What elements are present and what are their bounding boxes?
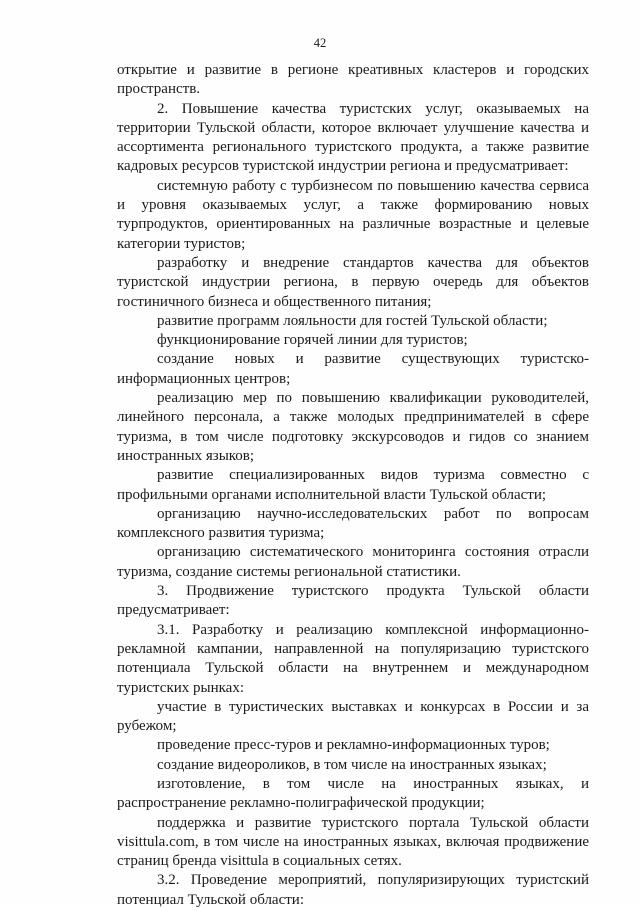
paragraph-12: 3. Продвижение туристского продукта Тульской области предусматривает: (117, 583, 589, 619)
paragraph-2: 2. Повышение качества туристских услуг, оказываемых на территории Тульской области, которое включает улучшение качества и ассортимента регионального туристского продукта, а также развитие кадровых ресурсов туристской индустрии региона и предусматривает: (117, 100, 589, 175)
paragraph-3: системную работу с турбизнесом по повышению качества сервиса и уровня оказываемых услуг, а также формированию новых турпродуктов, ориентированных на различные возрастные и целевые категории туристов; (117, 177, 589, 252)
paragraph-9: развитие специализированных видов туризма совместно с профильными органами исполнительной власти Тульской области; (117, 467, 589, 503)
paragraph-1: открытие и развитие в регионе креативных кластеров и городских пространств. (117, 62, 589, 98)
paragraph-19: 3.2. Проведение мероприятий, популяризирующих туристский потенциал Тульской области: (117, 872, 589, 908)
paragraph-14: участие в туристических выставках и конкурсах в России и за рубежом; (117, 698, 589, 735)
paragraph-10: организацию научно-исследовательских работ по вопросам комплексного развития туризма; (117, 505, 589, 542)
paragraph-11: организацию систематического мониторинга состояния отрасли туризма, создание системы региональной статистики. (117, 544, 589, 580)
paragraph-18: поддержка и развитие туристского портала Тульской области visittula.com, в том числе на иностранных языках, включая продвижение страниц бренда visittula в социальных сетях. (117, 814, 589, 870)
paragraph-17: изготовление, в том числе на иностранных языках, и распространение рекламно-полиграфической продукции; (117, 775, 589, 812)
paragraph-15: проведение пресс-туров и рекламно-информационных туров; (157, 737, 550, 754)
document-body (117, 61, 589, 910)
paragraph-7: создание новых и развитие существующих туристско-информационных центров; (117, 351, 589, 387)
paragraph-4: разработку и внедрение стандартов качества для объектов туристской индустрии региона, в первую очередь для объектов гостиничного бизнеса и общественного питания; (117, 254, 589, 310)
page-number: 42 (313, 36, 327, 50)
paragraph-16: создание видеороликов, в том числе на иностранных языках; (157, 756, 547, 773)
paragraph-5: развитие программ лояльности для гостей Тульской области; (157, 312, 548, 329)
paragraph-13: 3.1. Разработку и реализацию комплексной информационно-рекламной кампании, направленной на популяризацию туристского потенциала Тульской области на внутреннем и международном туристских рынках: (117, 621, 589, 696)
paragraph-8: реализацию мер по повышению квалификации руководителей, линейного персонала, а также молодых предпринимателей в сфере туризма, в том числе подготовку экскурсоводов и гидов со знанием иностранных языков; (117, 390, 589, 464)
paragraph-6: функционирование горячей линии для туристов; (157, 332, 468, 349)
